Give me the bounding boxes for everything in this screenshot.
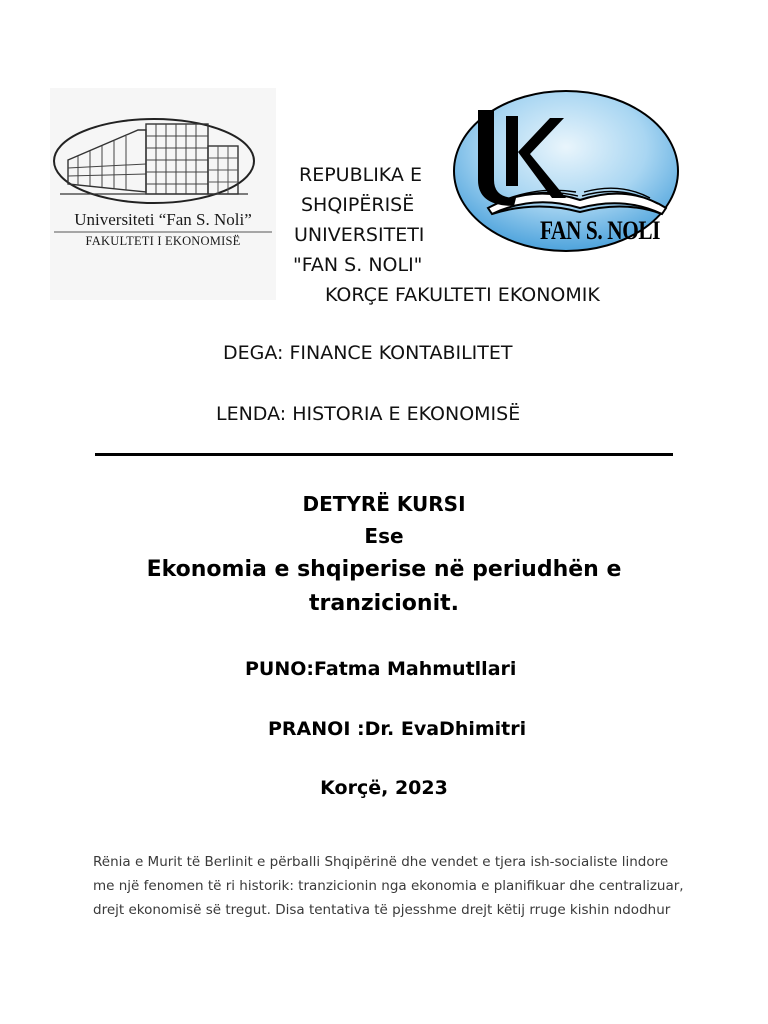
subject-line: LENDA: HISTORIA E EKONOMISË	[216, 403, 521, 425]
header-line-city-faculty: KORÇE FAKULTETI EKONOMIK	[325, 284, 600, 306]
author-line: PUNO:Fatma Mahmutllari	[245, 658, 517, 680]
document-topic-line-1: Ekonomia e shqiperise në periudhën e	[146, 557, 622, 582]
body-line: me një fenomen të ri historik: tranzicionin nga ekonomia e planifikuar dhe centralizuar,	[93, 878, 684, 894]
header-line-university-name: "FAN S. NOLI"	[293, 254, 423, 276]
body-line: drejt ekonomisë së tregut. Disa tentativa të pjesshme drejt këtij rruge kishin ndodhur	[93, 902, 671, 918]
faculty-logo-university-name: Universiteti “Fan S. Noli”	[74, 210, 252, 229]
faculty-logo	[50, 88, 276, 300]
document-topic-line-2: tranzicionit.	[309, 591, 459, 616]
faculty-building-emblem	[50, 88, 276, 300]
document-kind: DETYRË KURSI	[302, 492, 466, 516]
divider	[95, 453, 673, 456]
document-subtitle: Ese	[364, 524, 404, 548]
header-line-republic: REPUBLIKA E	[299, 164, 422, 186]
university-logo	[452, 88, 684, 258]
header-line-university: UNIVERSITETI	[294, 224, 425, 246]
faculty-logo-faculty-name: FAKULTETI I EKONOMISË	[85, 234, 241, 248]
place-date-line: Korçë, 2023	[320, 777, 448, 799]
department-line: DEGA: FINANCE KONTABILITET	[223, 342, 513, 364]
reviewer-line: PRANOI :Dr. EvaDhimitri	[268, 718, 527, 740]
body-paragraph	[93, 850, 683, 922]
header-line-country: SHQIPËRISË	[301, 194, 415, 216]
body-line: Rënia e Murit të Berlinit e përballi Shqipërinë dhe vendet e tjera ish-socialiste lindore	[93, 854, 669, 870]
university-logo-name: FAN S. NOLI	[540, 216, 661, 245]
